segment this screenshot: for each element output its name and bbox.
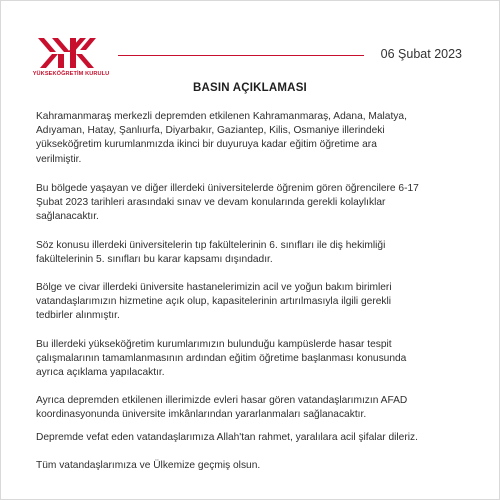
text-line: verilmiştir. (36, 153, 82, 165)
header-divider (118, 55, 364, 56)
paragraph-2 (36, 182, 460, 225)
text-line: Kahramanmaraş merkezli depremden etkilenen Kahramanmaraş, Adana, Malatya, (36, 111, 407, 122)
text-line: Ayrıca depremden etkilenen illerimizde evleri hasar gören vatandaşlarımızın AFAD (36, 395, 408, 406)
text-line: koordinasyonunda üniversite imkânlarından yararlanmaları sağlanacaktır. (36, 409, 367, 421)
yok-logo (30, 36, 112, 82)
paragraph-4 (36, 281, 460, 324)
text-line: fakültelerinin 5. sınıfları bu karar kapsamı dışındadır. (36, 254, 273, 266)
paragraph-8 (36, 459, 460, 473)
text-line: Tüm vatandaşlarımıza ve Ülkemize geçmiş olsun. (36, 460, 261, 471)
paragraph-3 (36, 239, 460, 267)
text-line: Adıyaman, Hatay, Şanlıurfa, Diyarbakır, Gaziantep, Kilis, Osmaniye illerindeki (36, 125, 385, 137)
text-line: ayrıca açıklama yapılacaktır. (36, 367, 165, 379)
text-line: Depremde vefat eden vatandaşlarımıza Allah'tan rahmet, yaralılara acil şifalar dileriz. (36, 432, 418, 443)
text-line: Bölge ve civar illerdeki üniversite hastanelerimizin acil ve yoğun bakım birimleri (36, 282, 392, 293)
paragraph-1 (36, 110, 460, 167)
text-line: vatandaşlarımızın hizmetine açık olup, kapasitelerinin artırılmasıyla ilgili gerekli (36, 296, 392, 308)
text-line: Söz konusu illerdeki üniversitelerin tıp fakültelerinin 6. sınıfları ile diş hekimliği (36, 240, 386, 251)
yok-logo-icon (36, 36, 106, 70)
text-line: Şubat 2023 tarihleri arasındaki sınav ve devam konularında gerekli kolaylıklar (36, 197, 386, 209)
paragraph-6 (36, 394, 460, 422)
logo-text: YÜKSEKÖĞRETİM KURULU (32, 71, 110, 77)
text-line: yükseköğretim kurumlanmızda ikinci bir duyuruya kadar eğitim öğretime ara (36, 139, 377, 151)
text-line: Bu bölgede yaşayan ve diğer illerdeki üniversitelerde öğrenim gören öğrencilere 6-17 (36, 183, 419, 194)
text-line: Bu illerdeki yükseköğretim kurumlarımızın bulunduğu kampüslerde hasar tespit (36, 339, 392, 350)
paragraph-7 (36, 431, 460, 445)
document-title: BASIN AÇIKLAMASI (193, 82, 307, 94)
text-line: sağlanacaktır. (36, 211, 99, 223)
text-line: çalışmalarının tamamlanmasının ardından eğitim öğretime başlanması konusunda (36, 353, 407, 365)
paragraph-5 (36, 338, 460, 381)
text-line: tedbirler alınmıştır. (36, 310, 120, 322)
document-date: 06 Şubat 2023 (380, 47, 462, 61)
